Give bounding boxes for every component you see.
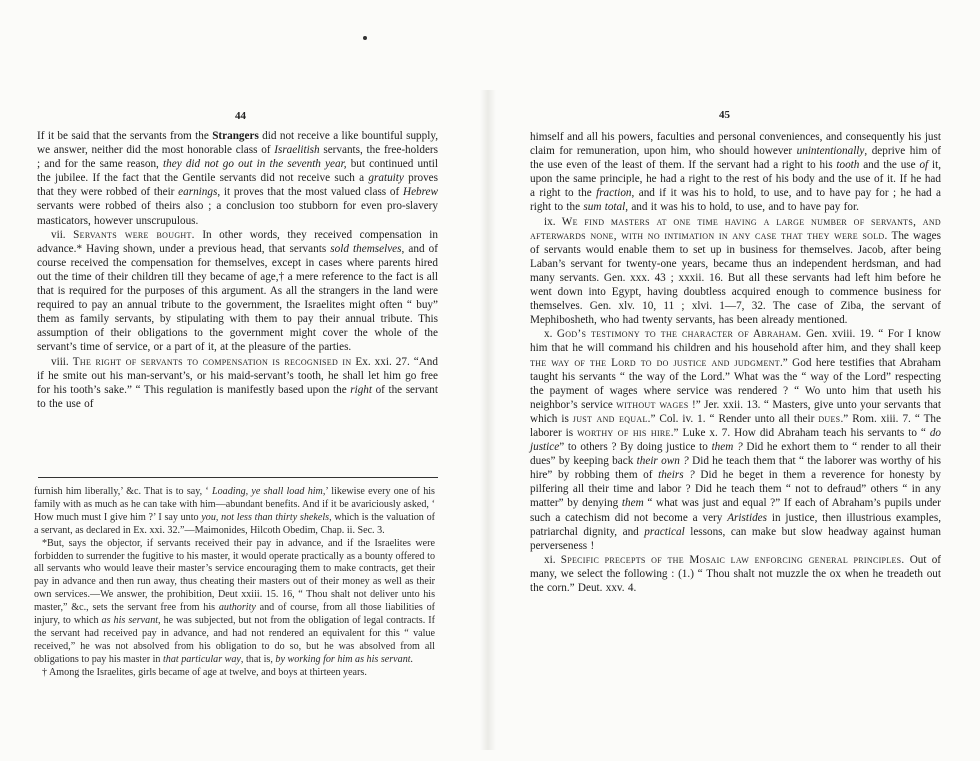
italic-run: Aristides	[727, 511, 767, 524]
right-paragraph-4: xi. Specific precepts of the Mosaic law enforcing general principles. Out of many, we select the following : (1.) “ Thou shalt not muzzle the ox when he treadeth out the corn.” Deut. xxv. 4.	[530, 553, 942, 594]
italic-run: sold themselves	[330, 242, 402, 255]
italic-run: authority	[218, 602, 256, 614]
scan-speck	[363, 36, 367, 40]
small-caps-heading: Specific precepts of the Mosaic law enforcing general principles.	[560, 553, 905, 566]
italic-run: that particular way	[162, 653, 241, 665]
right-page-number: 45	[719, 109, 730, 121]
italic-run: practical	[644, 525, 685, 538]
italic-run: Hebrew	[402, 186, 438, 199]
small-caps-heading: the way of the Lord to do justice and judgment	[530, 356, 780, 369]
small-caps-heading: We find masters at one time having a large number of servants, and afterwards none, with no intimation in any case that they were sold.	[530, 215, 942, 242]
small-caps-heading: God’s testimony to the character of Abraham.	[556, 328, 802, 341]
footnote-rule	[38, 477, 438, 478]
italic-run: them	[621, 497, 644, 510]
italic-run: Loading, ye shall load him,	[212, 486, 326, 497]
footnote-continuation: furnish him liberally,’ &c. That is to say, ‘ Loading, ye shall load him,’ likewise every one of his family with as much as he can take with him—abundant benefits. And if it be avariciously asked, ‘ How much must I give him ?’ I say unto you, not less than thirty shekels, which is the valuation of a servant, as declared in Ex. xxi. 32.”—Maimonides, Hilcoth Obedim, Chap. ii. Sec. 3.	[34, 486, 435, 536]
italic-run: theirs ?	[658, 469, 695, 482]
italic-run: gratuity	[368, 172, 404, 185]
left-footnotes	[34, 486, 435, 680]
left-paragraph-2: vii. Servants were bought. In other words, they received compensation in advance.* Having shown, under a previous head, that servants sold themselves, and of course received the compensation for themselves, except in cases where parents hired out the time of their children till they became of age,† a mere reference to the fact is all that is required for the purposes of this argument. As all the strangers in the land were required to pay an annual tribute to the government, the Israelites might often “ buy” them as family servants, by stipulating with them to pay their annual tribute. This assumption of their obligations to the government might cover the whole of the servant’s time of service, or a part of it, at the pleasure of the parties.	[37, 228, 439, 354]
italic-run: they did not go out in the seventh year,	[163, 158, 347, 171]
italic-run: tooth	[836, 159, 860, 172]
italic-run: by working for him as his servant.	[275, 653, 414, 665]
italic-run: as his servant	[101, 615, 159, 627]
italic-run: sum total	[583, 201, 626, 214]
bold-run: Strangers	[212, 130, 259, 142]
left-paragraph-3: viii. The right of servants to compensation is recognised in Ex. xxi. 27. “And if he smite out his man-servant’s, or his maid-servant’s tooth, he shall let him go free for his tooth’s sake.” “ This regulation is manifestly based upon the right of the servant to the use of	[37, 355, 438, 410]
book-gutter	[480, 90, 496, 750]
small-caps-heading: The right of servants to compensation is recognised in	[72, 355, 352, 368]
italic-run: Israelitish	[274, 144, 320, 157]
italic-run: of	[919, 159, 929, 172]
small-caps-heading: worthy of his hire	[577, 426, 671, 439]
small-caps-heading: Servants were bought.	[73, 228, 195, 241]
right-page-body	[530, 130, 941, 595]
right-paragraph-2: ix. We find masters at one time having a large number of servants, and afterwards none, with no intimation in any case that they were sold. The wages of servants would enable them to set up in business for themselves. Jacob, after being Laban’s servant for twenty-one years, became thus an independent herdsman, and had many servants. Gen. xxx. 43 ; xxxii. 16. But all these servants had left him before he went down into Egypt, having doubtless acquired enough to commence business for themselves. Gen. xlv. 10, 11 ; xlvi. 1—7, 32. The case of Ziba, the servant of Mephibosheth, who had twenty servants, has been already mentioned.	[530, 215, 942, 327]
footnote-dagger: † Among the Israelites, girls became of age at twelve, and boys at thirteen years.	[42, 666, 367, 678]
italic-run: unintentionally	[796, 145, 865, 158]
italic-run: you, not less than thirty shekels,	[201, 511, 332, 523]
small-caps-heading: dues	[818, 412, 841, 425]
left-page-body	[37, 129, 438, 411]
italic-run: do justice	[530, 426, 941, 454]
small-caps-heading: just and equal	[572, 412, 648, 425]
left-page-number: 44	[235, 110, 246, 122]
italic-run: fraction	[596, 187, 632, 200]
left-paragraph-1: If it be said that the servants from the Strangers did not receive a like bountiful supply, we answer, neither did the most honorable class of Israelitish servants, the free-holders ; and for the same reason, they did not go out in the seventh year, but continued until the jubilee. If the fact that the Gentile servants did not receive such a gratuity proves that they were robbed of their earnings, it proves that the most valued class of Hebrew servants were robbed of theirs also ; a conclusion too stubborn for even pro-slavery masticators, however unscrupulous.	[37, 130, 438, 227]
small-caps-heading: without wages	[616, 398, 689, 411]
right-paragraph-1: himself and all his powers, faculties and personal conveniences, and consequently his just claim for remuneration, upon him, who should however unintentionally, deprive him of the use even of the least of them. If the servant had a right to his tooth and the use of it, upon the same principle, he had a right to the rest of his body and the use of it. If he had a right to the fraction, and if it was his to hold, to use, and to have pay for ; he had a right to the sum total, and it was his to hold, to use, and to have pay for.	[530, 131, 942, 214]
italic-run: their own ?	[636, 455, 689, 468]
italic-run: right	[350, 383, 372, 396]
italic-run: them ?	[711, 441, 743, 454]
right-paragraph-3: x. God’s testimony to the character of Abraham. Gen. xviii. 19. “ For I know him that he will command his children and his household after him, and they shall keep the way of the Lord to do justice and judgment.” God here testifies that Abraham taught his servants “ the way of the Lord.” What was the “ way of the Lord” respecting the payment of wages where service was rendered ? “ Wo unto him that useth his neighbor’s service without wages !” Jer. xxii. 13. “ Masters, give unto your servants that which is just and equal.” Col. iv. 1. “ Render unto all their dues.” Rom. xiii. 7. “ The laborer is worthy of his hire.” Luke x. 7. How did Abraham teach his servants to “ do justice” to others ? By doing justice to them ? Did he exhort them to “ render to all their dues” by keeping back their own ? Did he teach them that “ the laborer was worthy of his hire” by robbing them of theirs ? Did he beget in them a reverence for honesty by pilfering all their time and labor ? Did he teach them “ not to defraud” others “ in any matter” by denying them “ what was just and equal ?” If each of Abraham’s pupils under such a catechism did not become a very Aristides in justice, then illustrious examples, patriarchal dignity, and practical lessons, can make but slow headway against human perverseness !	[530, 328, 942, 552]
footnote-asterisk: *But, says the objector, if servants received their pay in advance, and if the Israelites were forbidden to surrender the fugitive to his master, it would operate practically as a bounty offered to all servants who would leave their master’s service encouraging them to make contracts, get their pay in advance and then run away, thus cheating their masters out of their money as well as their own services.—We answer, the prohibition, Deut xxiii. 15. 16, “ Thou shalt not deliver unto his master,” &c., sets the servant free from his authority and of course, from all those liabilities of injury, to which as his servant, he was subjected, but not from the obligation of legal contracts. If the servant had received pay in advance, and had not rendered an equivalent for this “ value received,” he was not absolved from his obligation to do so, but he was absolved from all obligations to pay his master in that particular way, that is, by working for him as his servant.	[34, 537, 435, 665]
italic-run: earnings	[178, 186, 218, 199]
